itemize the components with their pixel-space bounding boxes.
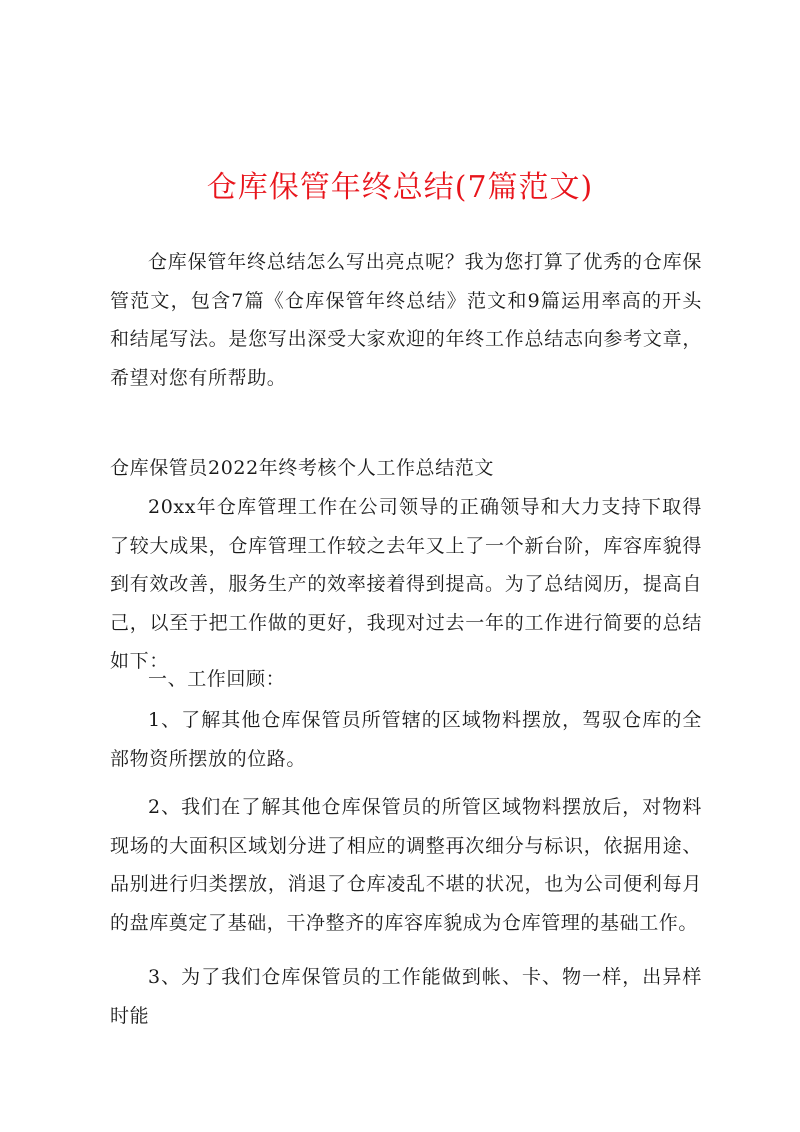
body-paragraph: 2、我们在了解其他仓库保管员的所管区域物料摆放后，对物料现场的大面积区域划分进了相应的调整再次细分与标识，依据用途、品别进行归类摆放，消退了仓库凌乱不堪的状况，也为公司便利每月的盘库奠定了基础，干净整齐的库容库貌成为仓库管理的基础工作。 [110,796,702,934]
body-paragraph: 1、了解其他仓库保管员所管辖的区域物料摆放，驾驭仓库的全部物资所摆放的位路。 [110,709,702,770]
body-paragraph: 20xx年仓库管理工作在公司领导的正确领导和大力支持下取得了较大成果，仓库管理工作较之去年又上了一个新台阶，库容库貌得到有效改善，服务生产的效率接着得到提高。为了总结阅历，提高自己，以至于把工作做的更好，我现对过去一年的工作进行简要的总结如下： [110,496,702,672]
body-paragraph: 3、为了我们仓库保管员的工作能做到帐、卡、物一样，出异样时能 [110,966,702,1027]
document-title: 仓库保管年终总结(7篇范文) [206,170,594,205]
article-heading: 仓库保管员2022年终考核个人工作总结范文 [110,457,494,479]
section-heading: 一、工作回顾： [148,668,286,690]
intro-paragraph: 仓库保管年终总结怎么写出亮点呢？我为您打算了优秀的仓库保管范文，包含7篇《仓库保管年终总结》范文和9篇运用率高的开头和结尾写法。是您写出深受大家欢迎的年终工作总结志向参考文章，希望对您有所帮助。 [110,251,702,389]
